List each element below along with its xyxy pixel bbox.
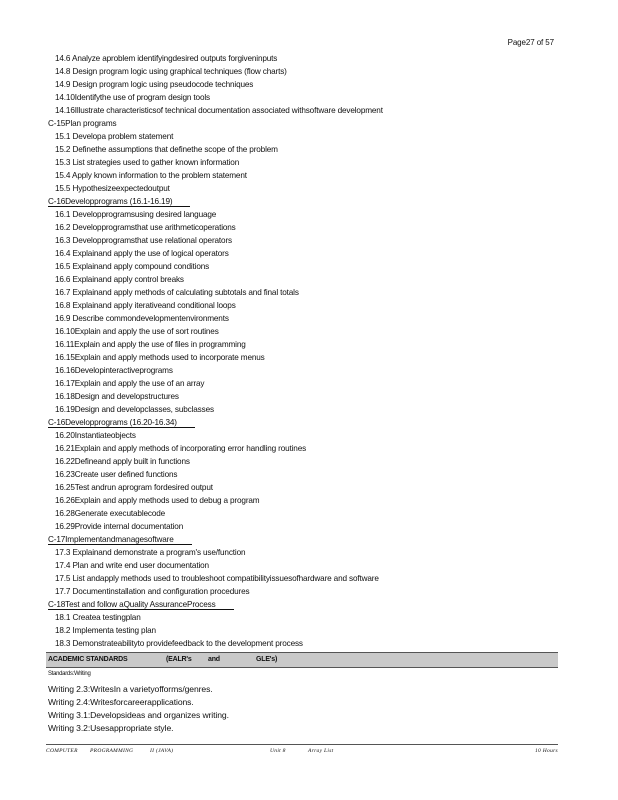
outline-item xyxy=(48,377,568,390)
outline-item xyxy=(48,65,568,78)
outline-item-text: 17.3 Explainand demonstrate a program's use/function xyxy=(55,548,246,557)
outline-heading-text: C-18Test and follow aQuality AssuranceProcess xyxy=(48,600,234,610)
standards-bar-ealr: (EALR's xyxy=(166,656,192,663)
academic-standards-bar xyxy=(46,652,558,668)
outline-item xyxy=(48,91,568,104)
outline-item-text: 16.20Instantiateobjects xyxy=(55,431,136,440)
outline-item-text: 16.1 Developprogramsusing desired language xyxy=(55,210,217,219)
outline-item-text: 16.29Provide internal documentation xyxy=(55,522,184,531)
outline-item-text: 16.15Explain and apply methods used to incorporate menus xyxy=(55,353,265,362)
outline-heading xyxy=(48,598,568,611)
page-number: Page27 of 57 xyxy=(507,38,554,47)
outline-item xyxy=(48,455,568,468)
outline-item xyxy=(48,442,568,455)
outline-item xyxy=(48,286,568,299)
outline-item-text: 16.3 Developprogramsthat use relational operators xyxy=(55,236,232,245)
outline-item-text: 16.4 Explainand apply the use of logical operators xyxy=(55,249,229,258)
outline-item-text: 16.11Explain and apply the use of files in programming xyxy=(55,340,246,349)
outline-item xyxy=(48,221,568,234)
outline-item-text: 16.2 Developprogramsthat use arithmeticoperations xyxy=(55,223,236,232)
outline-item xyxy=(48,624,568,637)
outline-item-text: 18.3 Demonstrateabilityto providefeedback to the development process xyxy=(55,639,303,648)
outline-item xyxy=(48,520,568,533)
outline-item xyxy=(48,312,568,325)
outline-heading-text: C-17Implementandmanagesoftware xyxy=(48,535,192,545)
outline-item-text: 15.1 Developa problem statement xyxy=(55,132,174,141)
outline-item-text: 18.2 Implementa testing plan xyxy=(55,626,156,635)
outline-heading xyxy=(48,416,568,429)
outline-item xyxy=(48,637,568,650)
standard-item: Writing 3.1:Developsideas and organizes writing. xyxy=(48,710,229,720)
outline-item-text: 16.28Generate executablecode xyxy=(55,509,166,518)
outline-heading-text: C-16Developprograms (16.20-16.34) xyxy=(48,418,195,428)
outline-item-text: 15.5 Hypothesizeexpectedoutput xyxy=(55,184,170,193)
standard-item: Writing 2.3:WritesIn a varietyofforms/genres. xyxy=(48,684,213,694)
outline-item-text: 16.5 Explainand apply compound conditions xyxy=(55,262,210,271)
outline-item-text: 16.10Explain and apply the use of sort routines xyxy=(55,327,219,336)
footer-topic: Array List xyxy=(308,748,334,754)
outline-item xyxy=(48,208,568,221)
outline-item-text: 16.18Design and developstructures xyxy=(55,392,179,401)
outline-item xyxy=(48,338,568,351)
footer-divider xyxy=(46,744,558,745)
outline-item xyxy=(48,234,568,247)
outline-item-text: 16.17Explain and apply the use of an array xyxy=(55,379,205,388)
outline-item xyxy=(48,52,568,65)
outline-item xyxy=(48,364,568,377)
outline-item-text: 14.8 Design program logic using graphical techniques (flow charts) xyxy=(55,67,287,76)
standard-item: Writing 2.4:Writesforcareerapplications. xyxy=(48,697,194,707)
standards-list xyxy=(48,683,229,735)
outline-item-text: 16.21Explain and apply methods of incorporating error handling routines xyxy=(55,444,307,453)
outline-item xyxy=(48,78,568,91)
outline-item-text: 16.25Test andrun aprogram fordesired output xyxy=(55,483,213,492)
outline-item xyxy=(48,156,568,169)
standards-bar-and: and xyxy=(208,656,220,663)
outline-item xyxy=(48,429,568,442)
outline-item-text: 16.9 Describe commondevelopmentenvironments xyxy=(55,314,229,323)
outline-item-text: 16.8 Explainand apply iterativeand conditional loops xyxy=(55,301,236,310)
outline-heading xyxy=(48,117,568,130)
outline-item-text: 15.2 Definethe assumptions that definethe scope of the problem xyxy=(55,145,278,154)
outline-item xyxy=(48,260,568,273)
outline-item-text: 14.16Illustrate characteristicsof technical documentation associated withsoftware development xyxy=(55,106,383,115)
outline-item-text: 15.3 List strategies used to gather known information xyxy=(55,158,240,167)
outline-item xyxy=(48,611,568,624)
outline-item xyxy=(48,572,568,585)
page-footer xyxy=(46,748,558,758)
outline-heading xyxy=(48,533,568,546)
outline-item-text: 16.26Explain and apply methods used to debug a program xyxy=(55,496,260,505)
standards-writing-label: Standards:Writing xyxy=(48,671,91,677)
outline-item-text: 17.7 Documentinstallation and configuration procedures xyxy=(55,587,250,596)
outline-item xyxy=(48,494,568,507)
outline-heading-text: C-15Plan programs xyxy=(48,119,117,128)
outline-item-text: 18.1 Createa testingplan xyxy=(55,613,141,622)
outline-item xyxy=(48,468,568,481)
outline-item xyxy=(48,325,568,338)
outline-item xyxy=(48,104,568,117)
standards-bar-gle: GLE's) xyxy=(256,656,278,663)
outline-item-text: 15.4 Apply known information to the problem statement xyxy=(55,171,247,180)
outline-item xyxy=(48,143,568,156)
outline-item xyxy=(48,247,568,260)
outline-item-text: 17.5 List andapply methods used to troubleshoot compatibilityissuesofhardware and software xyxy=(55,574,379,583)
outline-item-text: 16.23Create user defined functions xyxy=(55,470,178,479)
outline-item-text: 14.10Identifythe use of program design tools xyxy=(55,93,210,102)
outline-item-text: 16.19Design and developclasses, subclasses xyxy=(55,405,214,414)
outline-item-text: 16.6 Explainand apply control breaks xyxy=(55,275,184,284)
outline-item-text: 16.22Defineand apply built in functions xyxy=(55,457,190,466)
outline-item xyxy=(48,130,568,143)
outline-item xyxy=(48,299,568,312)
outline-item xyxy=(48,182,568,195)
standards-bar-label: ACADEMIC STANDARDS xyxy=(48,656,128,663)
outline-item-text: 14.6 Analyze aproblem identifyingdesired outputs forgiveninputs xyxy=(55,54,278,63)
curriculum-outline xyxy=(48,52,568,650)
outline-item xyxy=(48,481,568,494)
outline-item xyxy=(48,559,568,572)
outline-item xyxy=(48,390,568,403)
standard-item: Writing 3.2:Usesappropriate style. xyxy=(48,723,174,733)
outline-heading-text: C-16Developprograms (16.1-16.19) xyxy=(48,197,190,207)
outline-item xyxy=(48,507,568,520)
outline-item xyxy=(48,403,568,416)
footer-unit: Unit 8 xyxy=(270,748,286,754)
outline-item xyxy=(48,546,568,559)
footer-hours: 10 Hours xyxy=(534,748,558,754)
footer-level: II (JAVA) xyxy=(150,748,174,754)
outline-item-text: 16.7 Explainand apply methods of calculating subtotals and final totals xyxy=(55,288,299,297)
footer-course-2: PROGRAMMING xyxy=(90,748,134,754)
footer-course: COMPUTER xyxy=(46,748,78,754)
outline-item-text: 14.9 Design program logic using pseudocode techniques xyxy=(55,80,254,89)
outline-item xyxy=(48,585,568,598)
outline-item xyxy=(48,351,568,364)
outline-item xyxy=(48,169,568,182)
outline-item xyxy=(48,273,568,286)
outline-item-text: 17.4 Plan and write end user documentation xyxy=(55,561,209,570)
outline-item-text: 16.16Developinteractiveprograms xyxy=(55,366,173,375)
outline-heading xyxy=(48,195,568,208)
